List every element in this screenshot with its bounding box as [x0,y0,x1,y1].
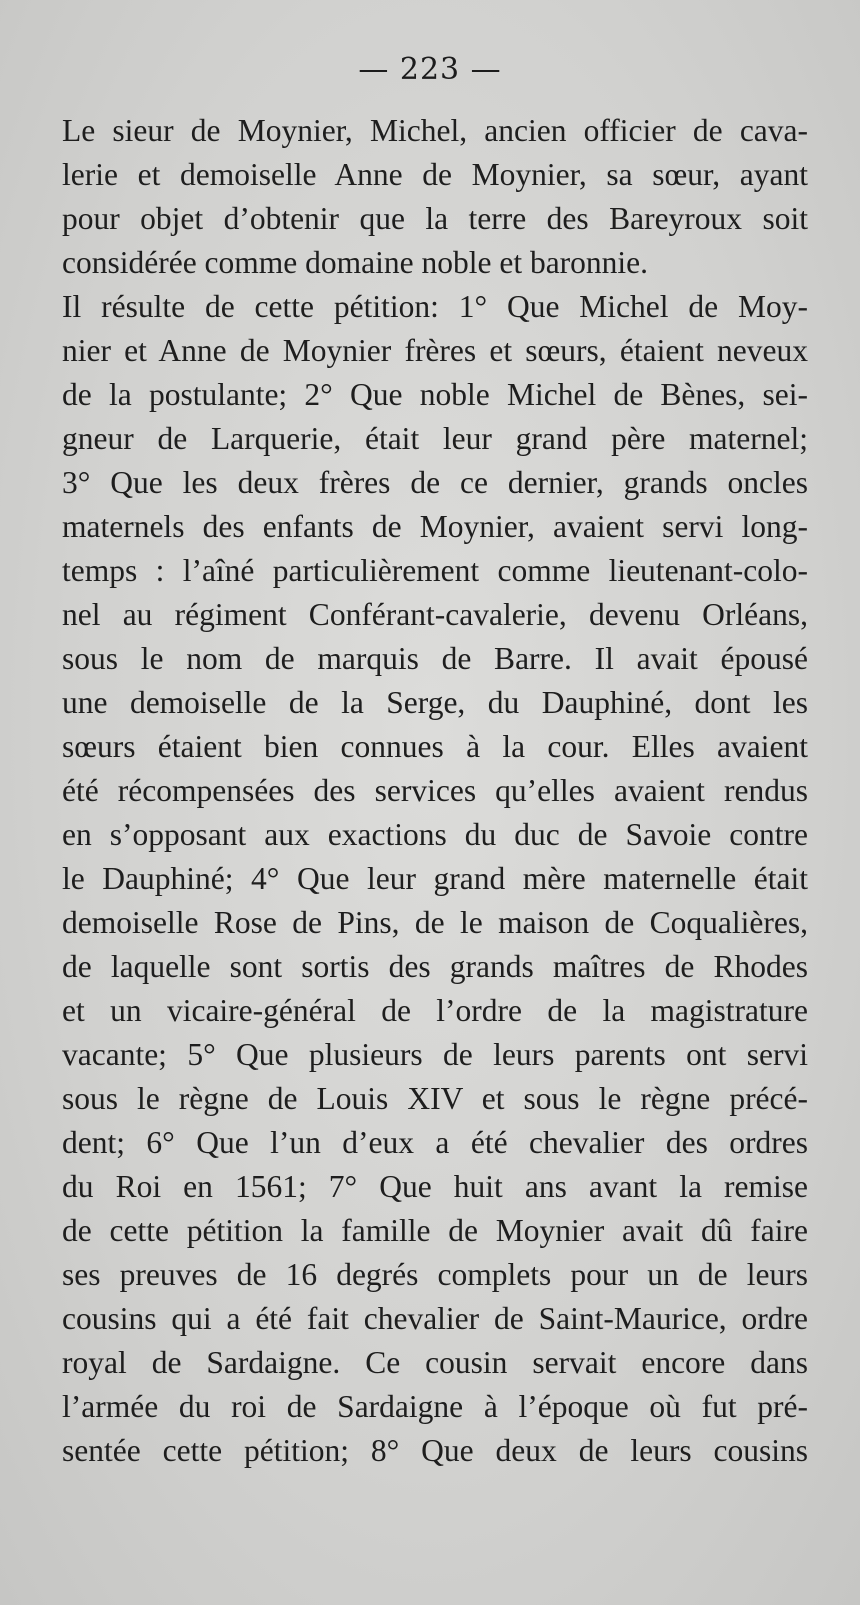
text-line: pour objet d’obtenir que la terre des Bareyroux soit [62,201,808,236]
text-line: demoiselle Rose de Pins, de le maison de Coqualières, [62,905,808,940]
text-line: sentée cette pétition; 8° Que deux de leurs cousins [62,1433,808,1468]
text-line: sous le nom de marquis de Barre. Il avait épousé [62,641,808,676]
text-line: et un vicaire-général de l’ordre de la magistrature [62,993,808,1028]
text-line: du Roi en 1561; 7° Que huit ans avant la remise [62,1169,808,1204]
text-line: considérée comme domaine noble et baronnie. [62,245,649,280]
text-line: nel au régiment Conférant-cavalerie, devenu Orléans, [62,597,808,632]
text-line: dent; 6° Que l’un d’eux a été chevalier des ordres [62,1125,808,1160]
text-line: lerie et demoiselle Anne de Moynier, sa sœur, ayant [62,157,808,192]
text-line: vacante; 5° Que plusieurs de leurs parents ont servi [62,1037,808,1072]
text-line: une demoiselle de la Serge, du Dauphiné, dont les [62,685,808,720]
text-line: nier et Anne de Moynier frères et sœurs, étaient neveux [62,333,808,368]
text-line: gneur de Larquerie, était leur grand père maternel; [62,421,808,456]
text-line: sœurs étaient bien connues à la cour. Elles avaient [62,729,808,764]
text-line: ses preuves de 16 degrés complets pour un de leurs [62,1257,808,1292]
text-line: en s’opposant aux exactions du duc de Savoie contre [62,817,808,852]
text-line: de la postulante; 2° Que noble Michel de Bènes, sei- [62,377,808,412]
text-line: cousins qui a été fait chevalier de Saint-Maurice, ordre [62,1301,808,1336]
body-text [62,109,808,1473]
text-line: été récompensées des services qu’elles avaient rendus [62,773,808,808]
page-number: — 223 — [358,52,502,87]
text-line: le Dauphiné; 4° Que leur grand mère maternelle était [62,861,808,896]
text-line: maternels des enfants de Moynier, avaient servi long- [62,509,808,544]
text-line: sous le règne de Louis XIV et sous le règne précé- [62,1081,808,1116]
text-line: l’armée du roi de Sardaigne à l’époque où fut pré- [62,1389,808,1424]
text-line: Il résulte de cette pétition: 1° Que Michel de Moy- [62,289,808,324]
text-line: royal de Sardaigne. Ce cousin servait encore dans [62,1345,808,1380]
text-line: Le sieur de Moynier, Michel, ancien officier de cava- [62,113,808,148]
text-line: 3° Que les deux frères de ce dernier, grands oncles [62,465,808,500]
text-line: temps : l’aîné particulièrement comme lieutenant-colo- [62,553,808,588]
text-line: de cette pétition la famille de Moynier avait dû faire [62,1213,808,1248]
text-line: de laquelle sont sortis des grands maîtres de Rhodes [62,949,808,984]
